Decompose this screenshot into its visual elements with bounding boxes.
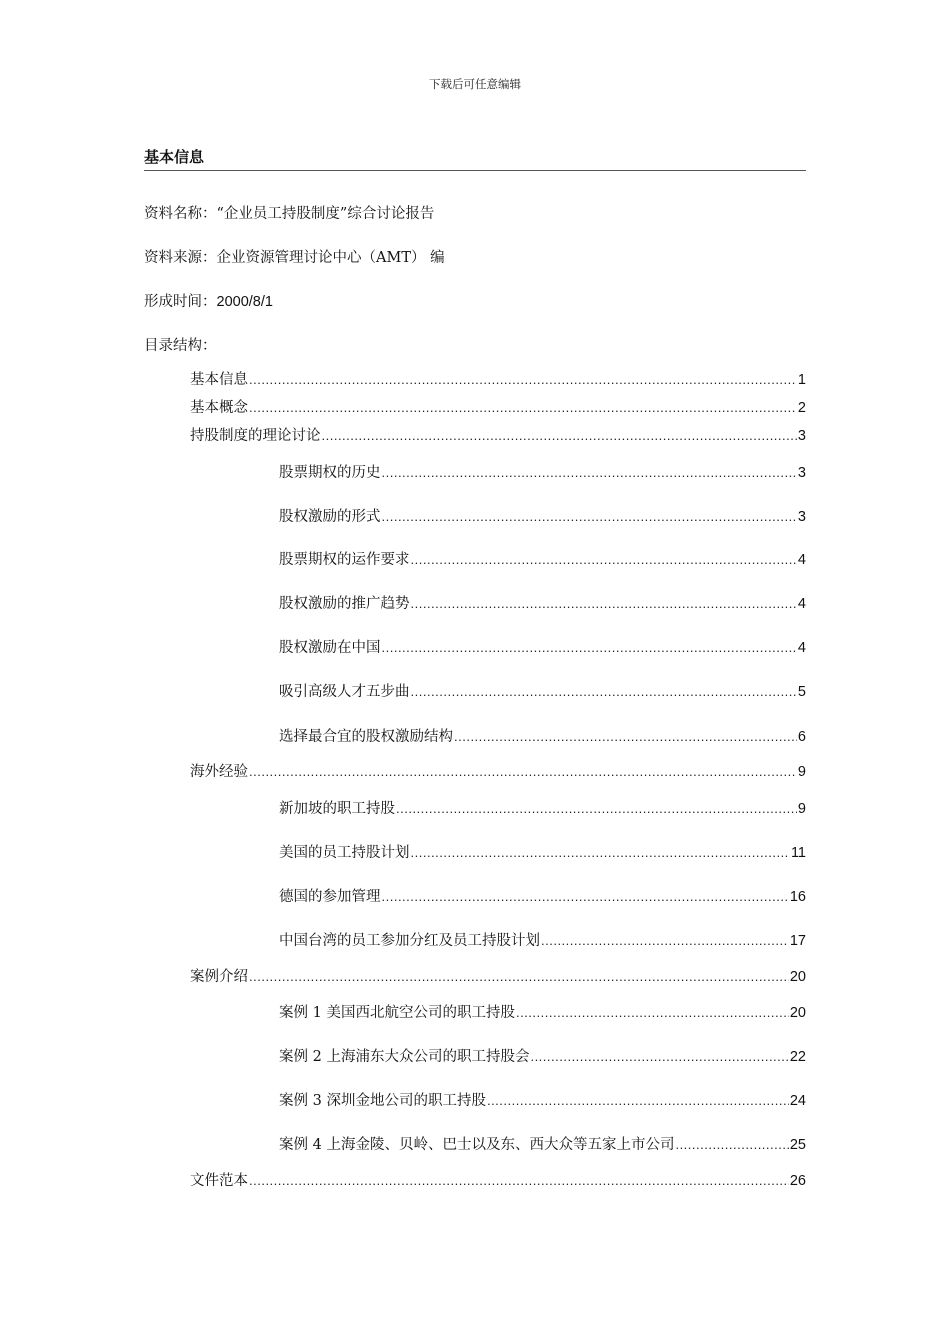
toc-entry[interactable] xyxy=(279,1135,806,1155)
toc-entry[interactable] xyxy=(279,638,806,658)
meta-name-label: 资料名称： xyxy=(144,206,217,222)
meta-source xyxy=(144,246,445,267)
meta-source-label: 资料来源： xyxy=(144,250,217,266)
toc-entry[interactable] xyxy=(279,1047,806,1067)
toc-leader xyxy=(675,1135,788,1155)
toc-entry[interactable] xyxy=(279,463,806,483)
toc-entry[interactable] xyxy=(279,799,806,819)
toc-title: 案例 1 美国西北航空公司的职工持股 xyxy=(279,1005,515,1021)
toc-title: 股权激励的形式 xyxy=(279,509,381,525)
toc-leader xyxy=(411,594,797,614)
toc-leader xyxy=(249,1171,789,1191)
toc-leader xyxy=(516,1003,789,1023)
toc-page: 11 xyxy=(790,845,806,861)
toc-title: 股权激励在中国 xyxy=(279,640,381,656)
toc-page: 25 xyxy=(789,1137,806,1153)
toc-title: 文件范本 xyxy=(190,1173,248,1189)
toc-entry[interactable] xyxy=(190,426,806,446)
toc-entry[interactable] xyxy=(190,370,806,390)
meta-time xyxy=(144,290,273,311)
toc-title: 案例 3 深圳金地公司的职工持股 xyxy=(279,1093,486,1109)
toc-page: 4 xyxy=(797,596,806,612)
toc-page: 1 xyxy=(797,372,806,388)
toc-leader xyxy=(396,799,797,819)
toc-leader xyxy=(249,762,797,782)
toc-leader xyxy=(249,370,797,390)
toc-page: 17 xyxy=(789,933,806,949)
toc-leader xyxy=(454,727,797,747)
toc-leader xyxy=(411,843,790,863)
toc-entry[interactable] xyxy=(279,507,806,527)
toc-title: 股票期权的运作要求 xyxy=(279,552,410,568)
section-title: 基本信息 xyxy=(144,148,205,166)
toc-title: 吸引高级人才五步曲 xyxy=(279,684,410,700)
toc-entry[interactable] xyxy=(190,398,806,418)
toc-title: 海外经验 xyxy=(190,764,248,780)
toc-title: 案例 4 上海金陵、贝岭、巴士以及东、西大众等五家上市公司 xyxy=(279,1137,675,1153)
toc-title: 选择最合宜的股权激励结构 xyxy=(279,729,453,745)
toc-page: 16 xyxy=(789,889,806,905)
title-rule xyxy=(144,170,806,171)
toc-page: 6 xyxy=(797,729,806,745)
toc-title: 新加坡的职工持股 xyxy=(279,801,395,817)
toc-leader xyxy=(249,398,797,418)
meta-name xyxy=(144,202,434,223)
toc-title: 基本信息 xyxy=(190,372,248,388)
toc-page: 5 xyxy=(797,684,806,700)
toc-title: 中国台湾的员工参加分红及员工持股计划 xyxy=(279,933,540,949)
toc-leader xyxy=(541,931,789,951)
toc-page: 26 xyxy=(789,1173,806,1189)
meta-source-value: 企业资源管理讨论中心（AMT） 编 xyxy=(216,250,445,266)
toc-title: 美国的员工持股计划 xyxy=(279,845,410,861)
toc-page: 9 xyxy=(797,801,806,817)
toc-page: 3 xyxy=(797,428,806,444)
toc-page: 24 xyxy=(789,1093,806,1109)
toc-leader xyxy=(411,682,797,702)
toc-title: 基本概念 xyxy=(190,400,248,416)
toc-leader xyxy=(487,1091,789,1111)
toc-entry[interactable] xyxy=(279,550,806,570)
toc-page: 20 xyxy=(789,969,806,985)
toc-leader xyxy=(322,426,797,446)
toc-title: 股权激励的推广趋势 xyxy=(279,596,410,612)
toc-title: 案例 2 上海浦东大众公司的职工持股会 xyxy=(279,1049,530,1065)
toc-leader xyxy=(382,463,797,483)
toc-entry[interactable] xyxy=(279,843,806,863)
toc-entry[interactable] xyxy=(279,727,806,747)
meta-time-value: 2000/8/1 xyxy=(216,294,273,310)
meta-name-value: “企业员工持股制度”综合讨论报告 xyxy=(216,206,435,222)
toc-page: 3 xyxy=(797,509,806,525)
toc-leader xyxy=(530,1047,788,1067)
toc-leader xyxy=(382,638,797,658)
toc-page: 22 xyxy=(789,1049,806,1065)
toc-leader xyxy=(382,887,789,907)
toc-title: 德国的参加管理 xyxy=(279,889,381,905)
toc-entry[interactable] xyxy=(279,1003,806,1023)
toc-page: 9 xyxy=(797,764,806,780)
toc-entry[interactable] xyxy=(279,931,806,951)
toc-leader xyxy=(382,507,797,527)
toc-page: 20 xyxy=(789,1005,806,1021)
toc-title: 持股制度的理论讨论 xyxy=(190,428,321,444)
toc-entry[interactable] xyxy=(279,682,806,702)
toc-entry[interactable] xyxy=(279,1091,806,1111)
toc-page: 3 xyxy=(797,465,806,481)
toc-page: 4 xyxy=(797,552,806,568)
toc-entry[interactable] xyxy=(279,594,806,614)
toc-leader xyxy=(249,967,789,987)
toc-page: 2 xyxy=(797,400,806,416)
toc-entry[interactable] xyxy=(190,967,806,987)
toc-title: 案例介绍 xyxy=(190,969,248,985)
meta-time-label: 形成时间： xyxy=(144,294,217,310)
toc-page: 4 xyxy=(797,640,806,656)
page-header: 下载后可任意编辑 xyxy=(429,77,521,91)
toc-leader xyxy=(411,550,797,570)
toc-entry[interactable] xyxy=(190,1171,806,1191)
toc-entry[interactable] xyxy=(279,887,806,907)
toc-label: 目录结构： xyxy=(144,338,217,354)
toc-entry[interactable] xyxy=(190,762,806,782)
toc-title: 股票期权的历史 xyxy=(279,465,381,481)
